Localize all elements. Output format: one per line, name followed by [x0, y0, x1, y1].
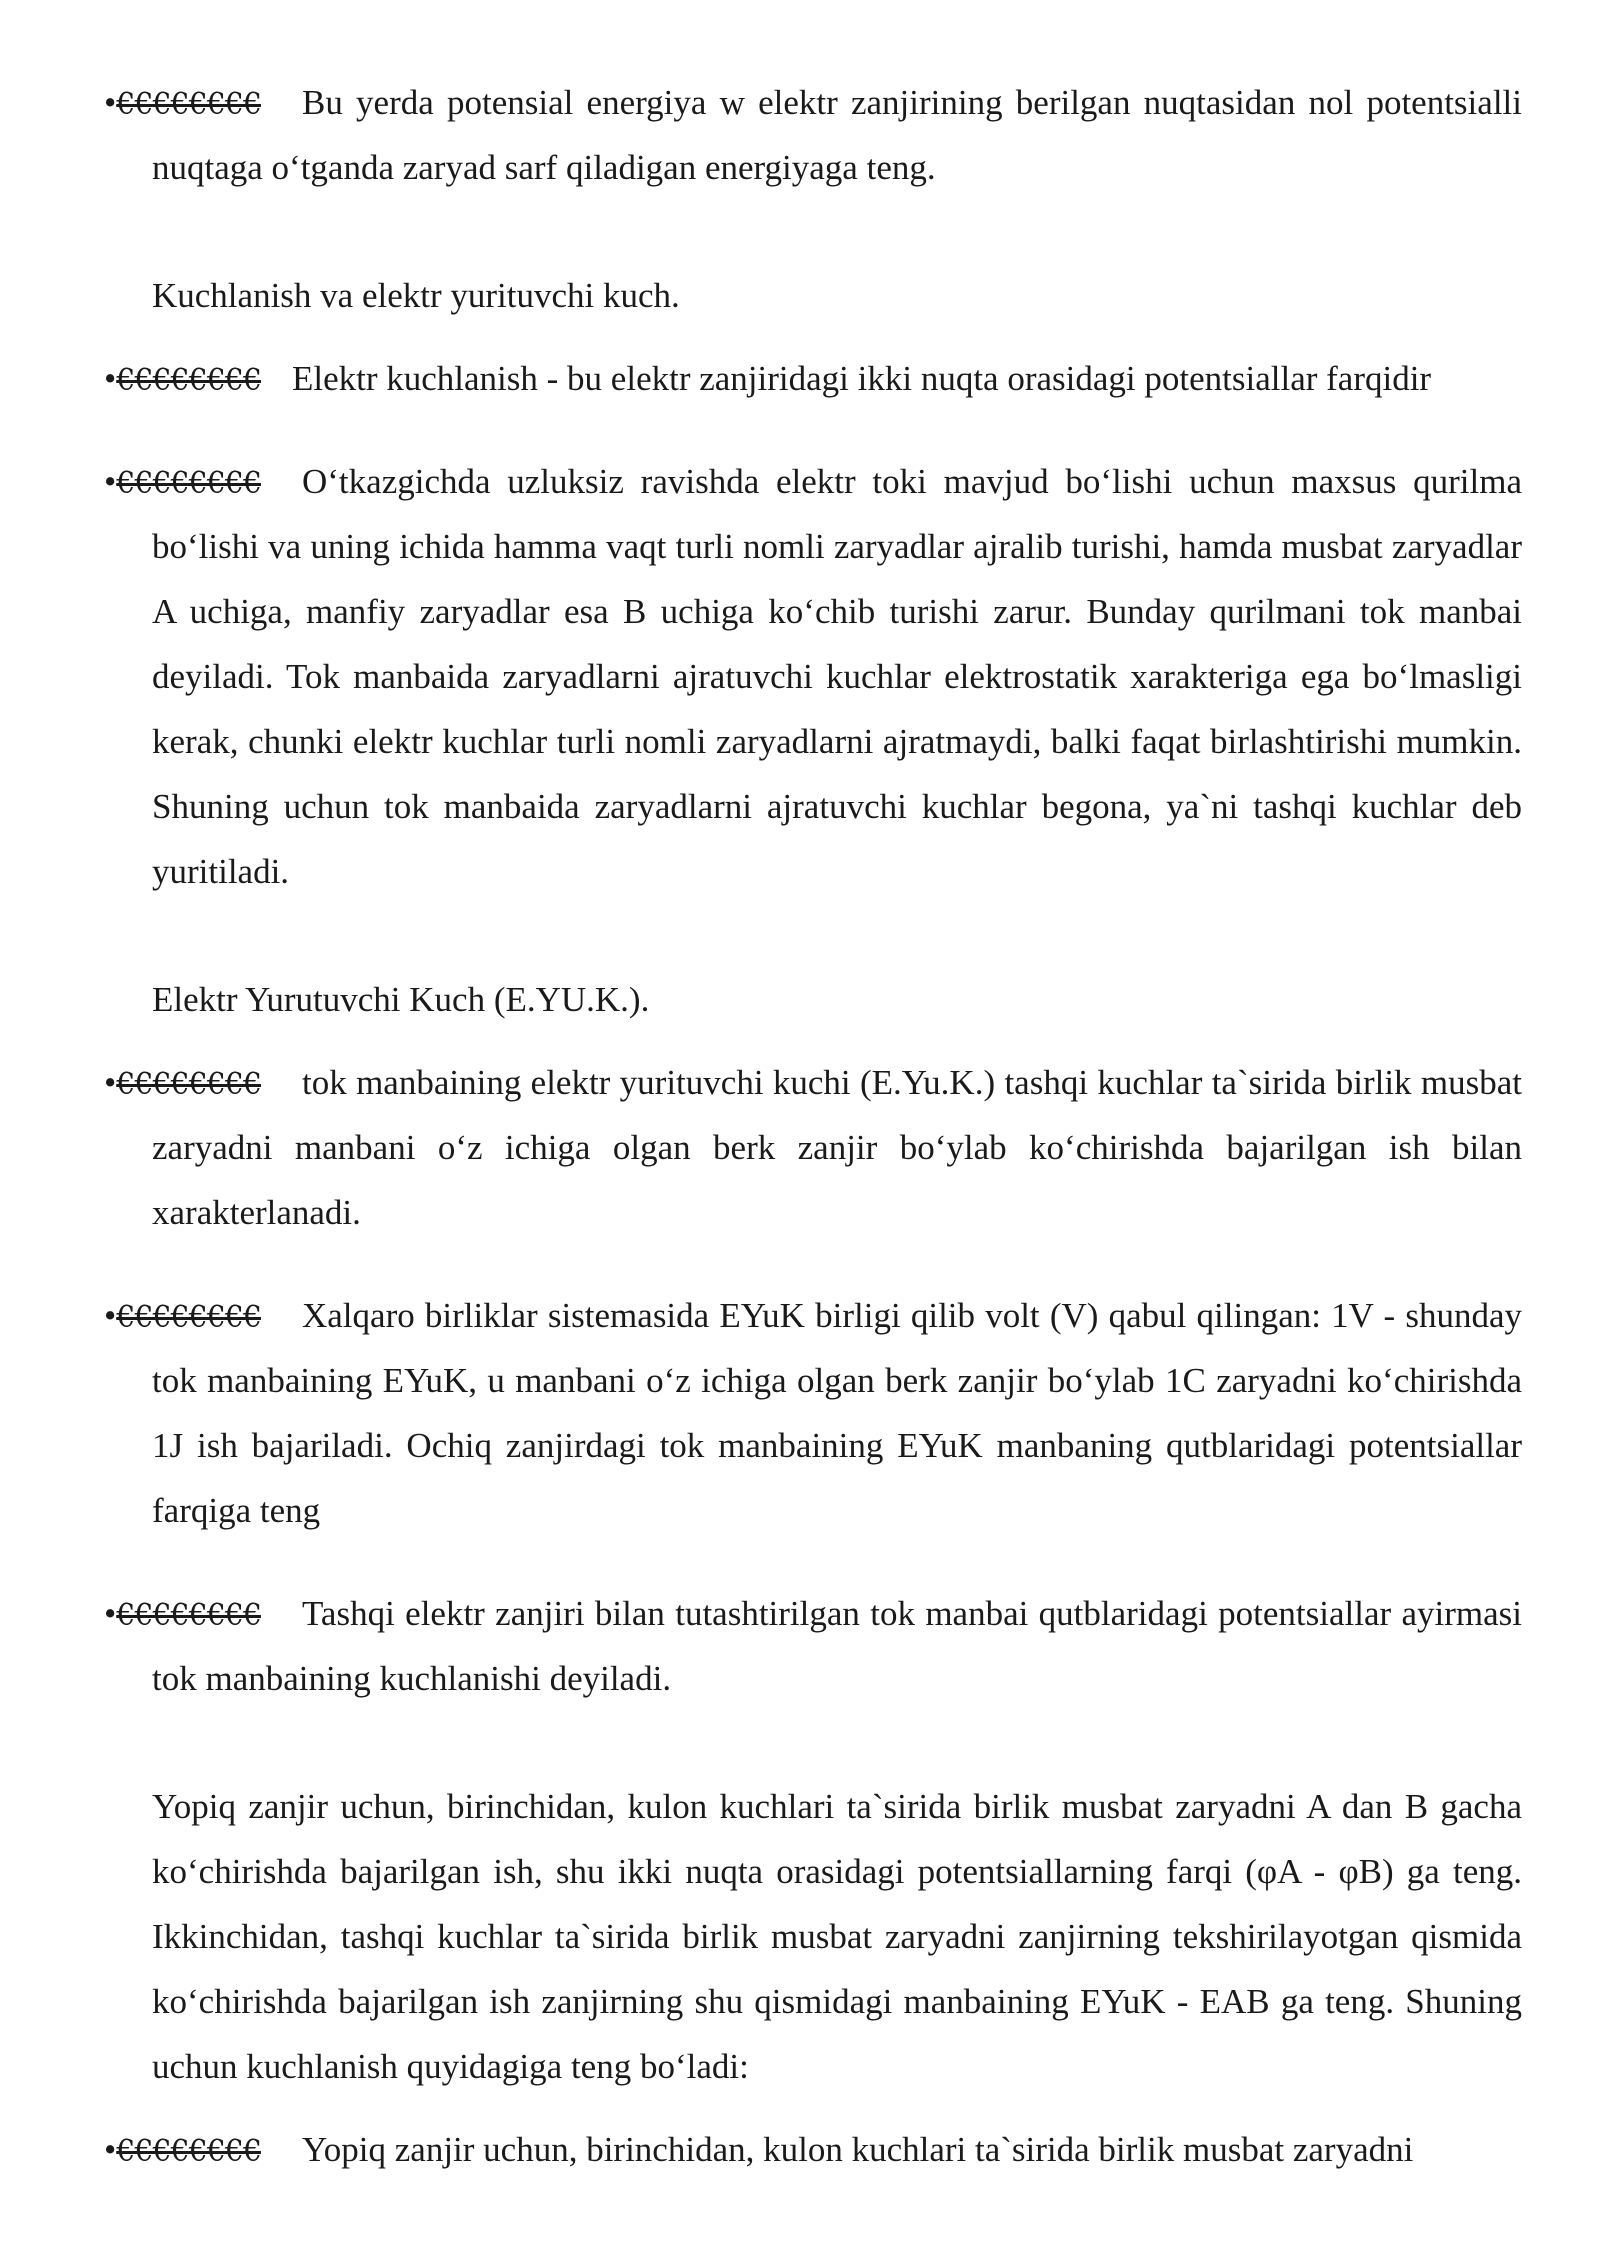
bullet-item — [104, 2117, 1522, 2182]
bullet-text: tok manbaining elektr yurituvchi kuchi (E.Yu.K.) tashqi kuchlar ta`sirida birlik musbat zaryadni manbani o‘z ichiga olgan berk zanjir bo‘ylab ko‘chirishda bajarilgan ish bilan xarakterlanadi. — [152, 1063, 1522, 1232]
bullet-marker: •€€€€€€€€ — [104, 359, 261, 398]
bullet-text: Yopiq zanjir uchun, birinchidan, kulon kuchlari ta`sirida birlik musbat zaryadni — [302, 2130, 1414, 2169]
bullet-marker: •€€€€€€€€ — [104, 2130, 261, 2169]
section-heading: Kuchlanish va elektr yurituvchi kuch. — [152, 276, 680, 315]
bullet-text: Xalqaro birliklar sistemasida EYuK birligi qilib volt (V) qabul qilingan: 1V - shunday tok manbaining EYuK, u manbani o‘z ichiga olgan berk zanjir bo‘ylab 1C zaryadni ko‘chirishda 1J ish bajariladi. Ochiq zanjirdagi tok manbaining EYuK manbaning qutblaridagi potentsiallar farqiga teng — [152, 1296, 1522, 1530]
bullet-marker: •€€€€€€€€ — [104, 1063, 261, 1102]
bullet-marker: •€€€€€€€€ — [104, 1296, 261, 1335]
bullet-marker: •€€€€€€€€ — [104, 1594, 261, 1633]
document-body — [104, 70, 1522, 2182]
bullet-item — [104, 1581, 1522, 1711]
bullet-item — [104, 1283, 1522, 1543]
bullet-text: O‘tkazgichda uzluksiz ravishda elektr toki mavjud bo‘lishi uchun maxsus qurilma bo‘lishi va uning ichida hamma vaqt turli nomli zaryadlar ajralib turishi, hamda musbat zaryadlar A uchiga, manfiy zaryadlar esa B uchiga ko‘chib turishi zarur. Bunday qurilmani tok manbai deyiladi. Tok manbaida zaryadlarni ajratuvchi kuchlar elektrostatik xarakteriga ega bo‘lmasligi kerak, chunki elektr kuchlar turli nomli zaryadlarni ajratmaydi, balki faqat birlashtirishi mumkin. Shuning uchun tok manbaida zaryadlarni ajratuvchi kuchlar begona, ya`ni tashqi kuchlar deb yuritiladi. — [152, 462, 1522, 891]
bullet-item — [104, 1050, 1522, 1245]
bullet-item — [104, 70, 1522, 200]
bullet-text: Tashqi elektr zanjiri bilan tutashtirilgan tok manbai qutblaridagi potentsiallar ayirmasi tok manbaining kuchlanishi deyiladi. — [152, 1594, 1522, 1698]
bullet-item — [104, 449, 1522, 904]
body-paragraph: Yopiq zanjir uchun, birinchidan, kulon kuchlari ta`sirida birlik musbat zaryadni A dan B gacha ko‘chirishda bajarilgan ish, shu ikki nuqta orasidagi potentsiallarning farqi (φA - φB) ga teng. Ikkinchidan, tashqi kuchlar ta`sirida birlik musbat zaryadni zanjirning tekshirilayotgan qismida ko‘chirishda bajarilgan ish zanjirning shu qismidagi manbaining EYuK - EAB ga teng. Shuning uchun kuchlanish quyidagiga teng bo‘ladi: — [152, 1787, 1522, 2086]
bullet-item — [104, 346, 1522, 411]
bullet-text: Bu yerda potensial energiya w elektr zanjirining berilgan nuqtasidan nol potentsialli nuqtaga o‘tganda zaryad sarf qiladigan energiyaga teng. — [152, 83, 1522, 187]
section-heading: Elektr Yurutuvchi Kuch (E.YU.K.). — [152, 980, 650, 1019]
bullet-marker: •€€€€€€€€ — [104, 83, 261, 122]
bullet-marker: •€€€€€€€€ — [104, 462, 261, 501]
bullet-text: Elektr kuchlanish - bu elektr zanjiridagi ikki nuqta orasidagi potentsiallar farqidir — [292, 359, 1432, 398]
